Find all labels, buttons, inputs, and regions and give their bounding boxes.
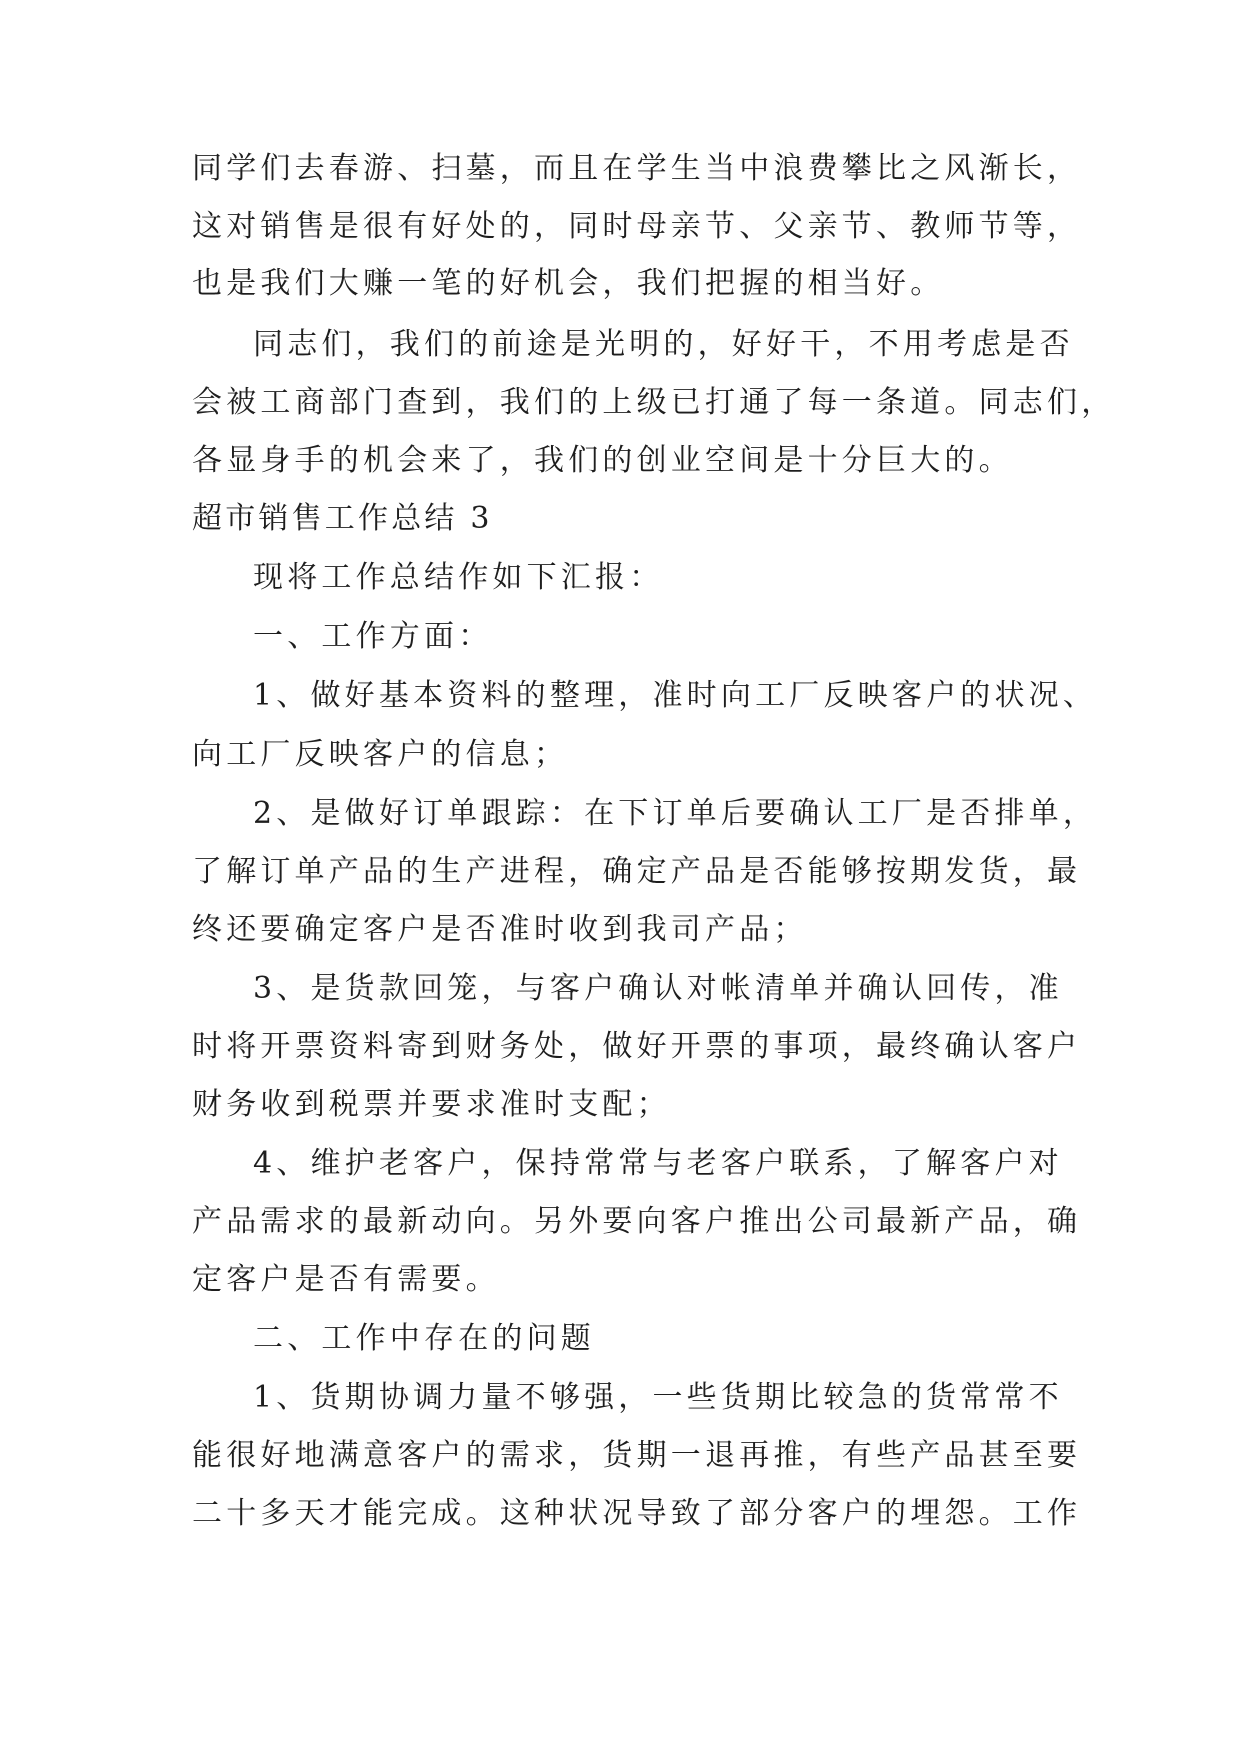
- body-text-line: 二、工作中存在的问题: [253, 1321, 595, 1356]
- body-text-line: 也是我们大赚一笔的好机会，我们把握的相当好。: [192, 266, 945, 301]
- body-text-line: 各显身手的机会来了，我们的创业空间是十分巨大的。: [192, 443, 1013, 478]
- body-text-line: 3、是货款回笼，与客户确认对帐清单并确认回传，准: [253, 971, 1063, 1006]
- body-text-line: 产品需求的最新动向。另外要向客户推出公司最新产品，确: [192, 1204, 1082, 1239]
- body-text-line: 现将工作总结作如下汇报：: [253, 560, 664, 595]
- body-text-line: 这对销售是很有好处的，同时母亲节、父亲节、教师节等，: [192, 209, 1082, 244]
- body-text-line: 4、维护老客户，保持常常与老客户联系，了解客户对: [253, 1146, 1063, 1181]
- body-text-line: 2、是做好订单跟踪：在下订单后要确认工厂是否排单，: [253, 796, 1098, 831]
- body-text-line: 会被工商部门查到，我们的上级已打通了每一条道。同志们，: [192, 385, 1116, 420]
- body-text-line: 同志们，我们的前途是光明的，好好干，不用考虑是否: [253, 327, 1074, 362]
- section-heading: 超市销售工作总结 3: [192, 501, 493, 536]
- body-text-line: 向工厂反映客户的信息；: [192, 737, 569, 772]
- body-text-line: 1、货期协调力量不够强，一些货期比较急的货常常不: [253, 1380, 1063, 1415]
- body-text-line: 时将开票资料寄到财务处，做好开票的事项，最终确认客户: [192, 1029, 1082, 1064]
- body-text-line: 财务收到税票并要求准时支配；: [192, 1087, 671, 1122]
- body-text-line: 能很好地满意客户的需求，货期一退再推，有些产品甚至要: [192, 1438, 1082, 1473]
- body-text-line: 同学们去春游、扫墓，而且在学生当中浪费攀比之风渐长，: [192, 151, 1082, 186]
- body-text-line: 了解订单产品的生产进程，确定产品是否能够按期发货，最: [192, 854, 1082, 889]
- body-text-line: 二十多天才能完成。这种状况导致了部分客户的埋怨。工作: [192, 1496, 1082, 1531]
- body-text-line: 1、做好基本资料的整理，准时向工厂反映客户的状况、: [253, 678, 1098, 713]
- body-text-line: 终还要确定客户是否准时收到我司产品；: [192, 912, 808, 947]
- body-text-line: 定客户是否有需要。: [192, 1262, 500, 1297]
- body-text-line: 一、工作方面：: [253, 619, 493, 654]
